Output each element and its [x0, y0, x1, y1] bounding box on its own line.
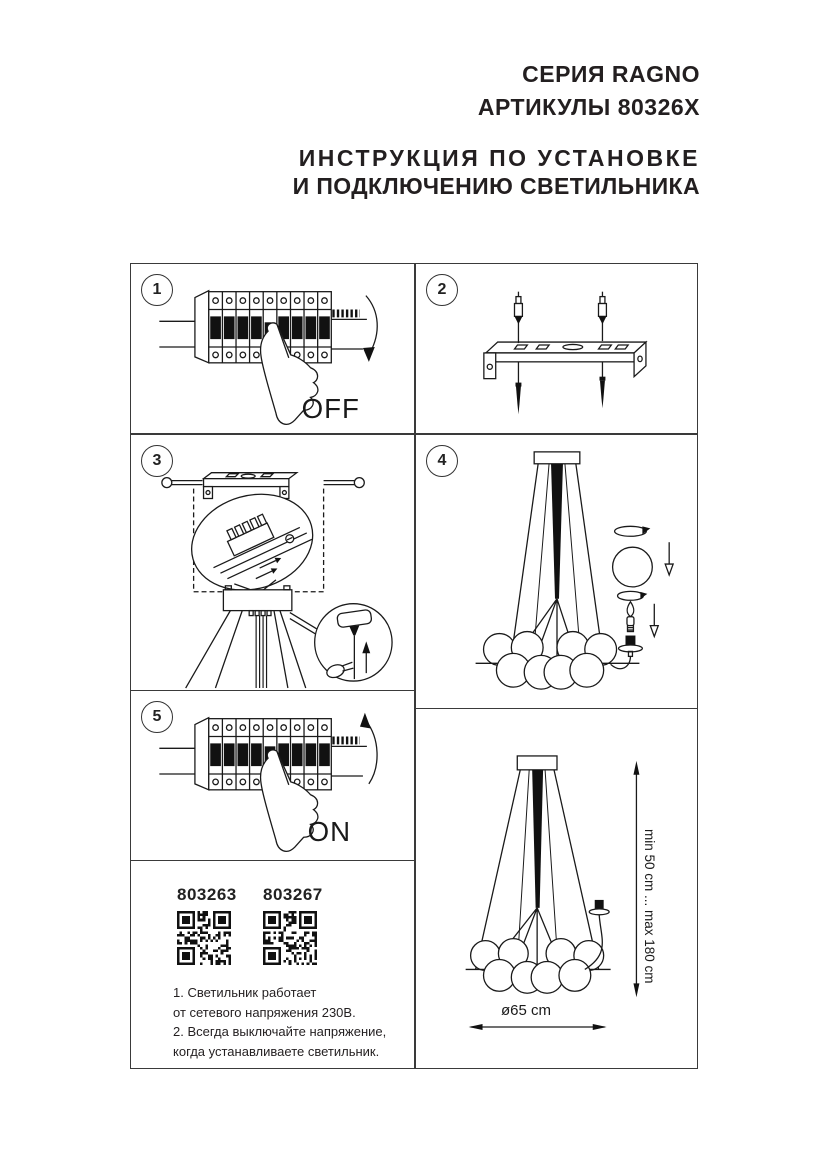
wiring-canopy-illustration — [131, 435, 414, 690]
diameter-dimension-line — [469, 1024, 607, 1030]
side-screw-icon — [324, 478, 365, 488]
on-label: ON — [307, 816, 352, 848]
cable-lock-detail — [315, 604, 392, 681]
info-panel — [130, 860, 415, 1069]
safety-notes — [173, 983, 386, 1061]
step-panel-4 — [415, 434, 698, 709]
side-screw-icon — [162, 478, 203, 488]
arrow-down-icon — [650, 604, 658, 637]
height-dimension-line — [633, 761, 639, 997]
rotate-arrow-icon — [618, 591, 648, 600]
breaker-on-illustration — [131, 691, 414, 860]
step-5-badge: 5 — [141, 701, 173, 733]
qr-code-803267 — [263, 911, 317, 965]
arrow-down-icon — [363, 296, 377, 362]
note-line: от сетевого напряжения 230В. — [173, 1004, 356, 1020]
article-item — [177, 885, 237, 965]
step-panel-5 — [130, 690, 415, 861]
step-1-badge: 1 — [141, 274, 173, 306]
note-line: 1. Светильник работает — [173, 985, 317, 1000]
article-list — [131, 885, 414, 965]
diameter-dimension-label: ø65 cm — [500, 1002, 551, 1019]
instruction-line1: ИНСТРУКЦИЯ ПО УСТАНОВКЕ — [298, 145, 700, 171]
header-title — [478, 58, 700, 124]
articles-title: АРТИКУЛЫ 80326X — [477, 94, 700, 120]
arrow-up-icon — [360, 713, 377, 784]
instruction-line2: И ПОДКЛЮЧЕНИЮ СВЕТИЛЬНИКА — [292, 173, 700, 199]
screw-icon — [515, 362, 521, 414]
step-panel-3 — [130, 434, 415, 691]
article-code: 803267 — [263, 885, 323, 904]
arrow-down-icon — [665, 542, 673, 575]
article-code: 803263 — [177, 885, 237, 904]
wall-anchor-icon — [599, 292, 607, 341]
breaker-off-illustration — [131, 264, 414, 433]
bracket-fasteners-illustration — [416, 264, 697, 433]
off-label: OFF — [301, 393, 360, 425]
screw-icon — [599, 362, 605, 408]
step-4-badge: 4 — [426, 445, 458, 477]
rotate-arrow-icon — [615, 526, 651, 536]
step-2-badge: 2 — [426, 274, 458, 306]
detail-balloon — [180, 480, 324, 604]
step-panel-1 — [130, 263, 415, 434]
glass-globe-icon — [613, 547, 653, 587]
suspension-wires — [186, 611, 306, 688]
series-title: СЕРИЯ RAGNO — [522, 61, 700, 87]
step-3-badge: 3 — [141, 445, 173, 477]
height-dimension-label: min 50 cm ... max 180 cm — [642, 829, 657, 984]
instruction-title — [293, 144, 700, 200]
dimensions-panel — [415, 708, 698, 1069]
step-panel-2 — [415, 263, 698, 434]
canopy-drawing — [223, 586, 291, 616]
qr-code-803263 — [177, 911, 231, 965]
chandelier-assembly-illustration — [416, 435, 697, 708]
note-line: когда устанавливаете светильник. — [173, 1043, 380, 1059]
wall-anchor-icon — [514, 292, 522, 343]
article-item — [263, 885, 323, 965]
note-line: 2. Всегда выключайте напряжение, — [173, 1024, 387, 1039]
candle-bulb-icon — [627, 602, 634, 632]
